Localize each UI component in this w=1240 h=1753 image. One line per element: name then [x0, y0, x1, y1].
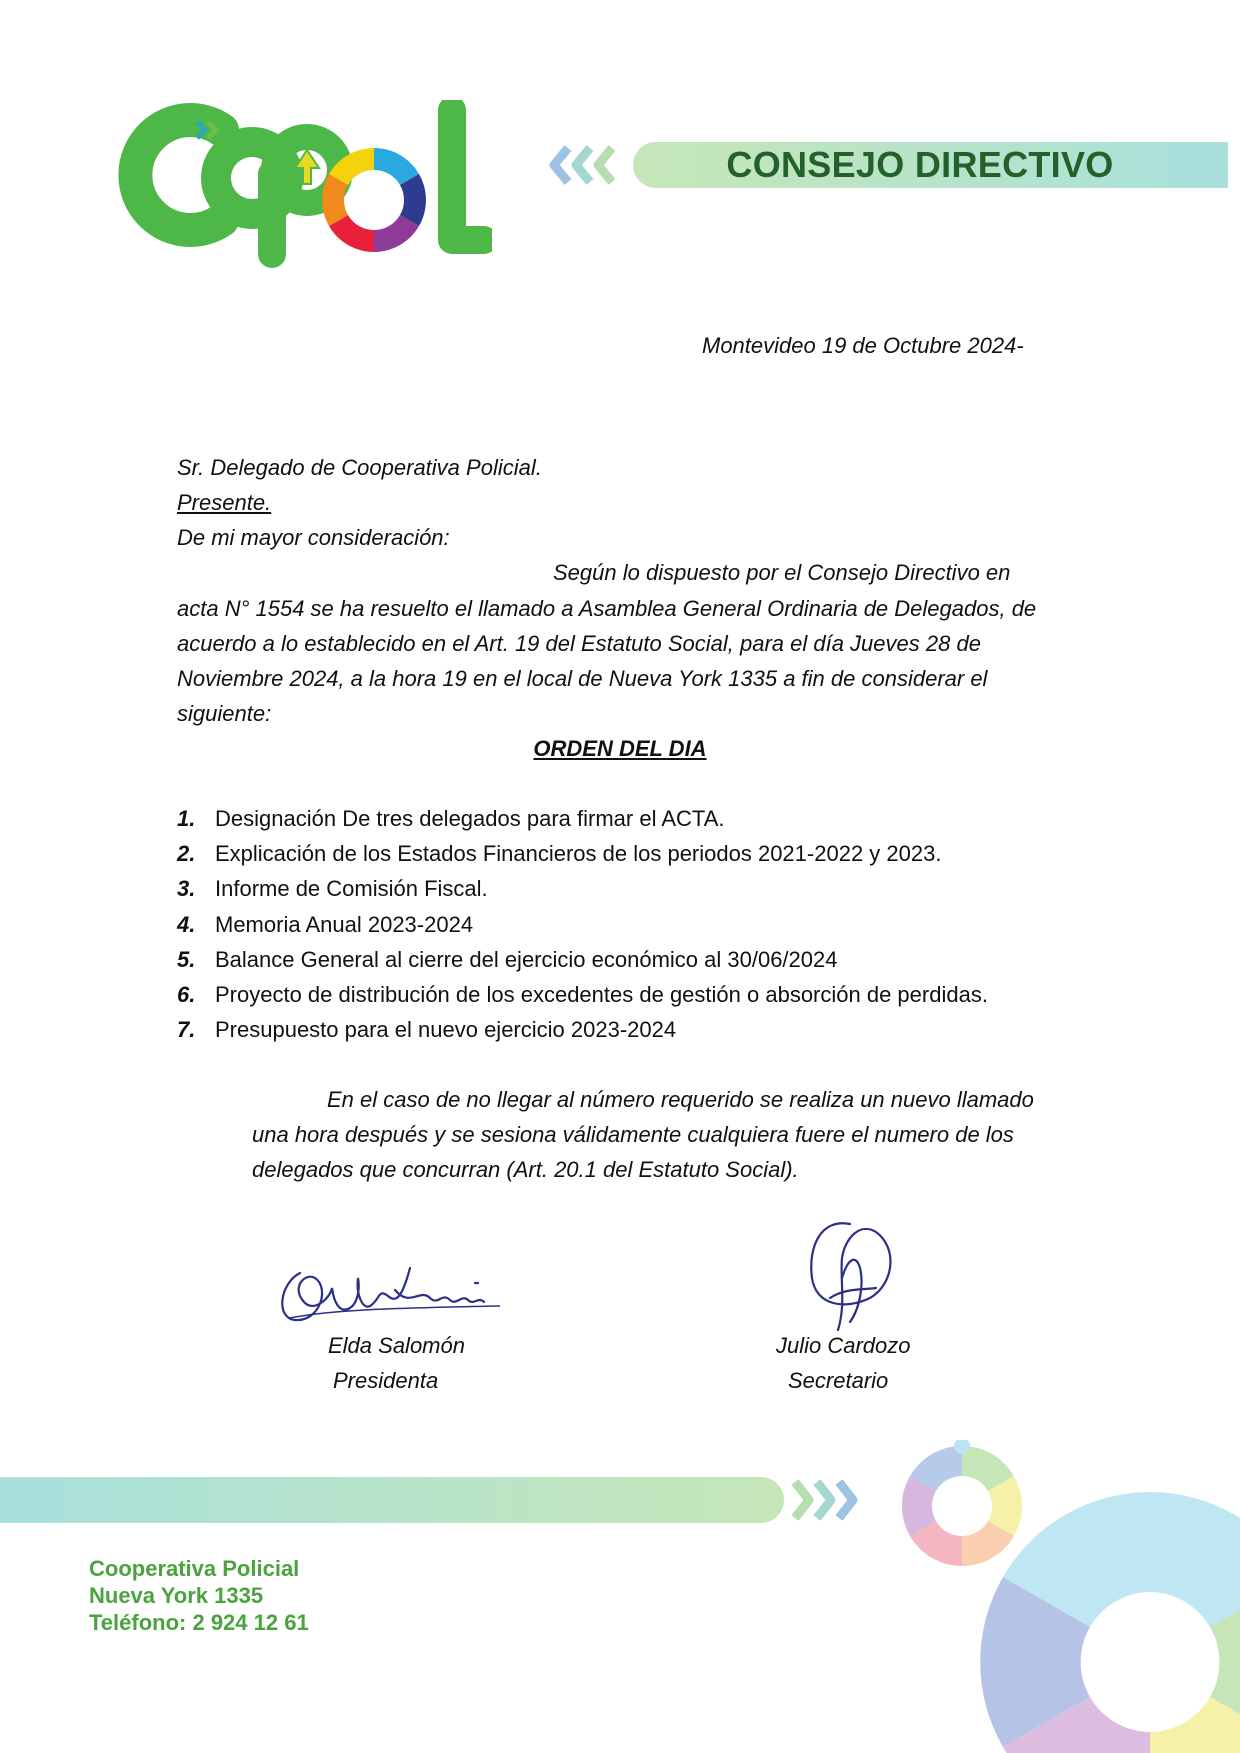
- agenda-item-text: Explicación de los Estados Financieros de los periodos 2021-2022 y 2023.: [215, 841, 942, 867]
- signer-role-right: Secretario: [788, 1368, 889, 1393]
- agenda-title: ORDEN DEL DIA: [533, 736, 707, 761]
- agenda-item-number: 6.: [177, 981, 196, 1007]
- paragraph-line: Según lo dispuesto por el Consejo Directivo en: [553, 560, 1011, 585]
- agenda-item-text: Proyecto de distribución de los excedentes de gestión o absorción de perdidas.: [215, 981, 988, 1007]
- paragraph-line: Noviembre 2024, a la hora 19 en el local de Nueva York 1335 a fin de considerar el: [177, 666, 988, 691]
- closing-line: En el caso de no llegar al número requerido se realiza un nuevo llamado: [327, 1087, 1034, 1112]
- agenda-item-text: Designación De tres delegados para firmar el ACTA.: [215, 806, 725, 831]
- agenda-item-text: Presupuesto para el nuevo ejercicio 2023-2024: [215, 1017, 677, 1043]
- letter-salutation: Sr. Delegado de Cooperativa Policial.: [177, 455, 542, 480]
- closing-line: delegados que concurran (Art. 20.1 del Estatuto Social).: [252, 1157, 799, 1182]
- agenda-item-text: Balance General al cierre del ejercicio económico al 30/06/2024: [215, 946, 838, 972]
- paragraph-line: acta N° 1554 se ha resuelto el llamado a Asamblea General Ordinaria de Delegados, de: [177, 596, 1037, 621]
- page-title: CONSEJO DIRECTIVO: [726, 144, 1114, 185]
- agenda-item-number: 3.: [177, 876, 196, 902]
- agenda-item-number: 1.: [177, 806, 196, 831]
- letter-greeting: De mi mayor consideración:: [177, 525, 450, 550]
- copol-logo: [112, 100, 492, 275]
- footer-organization: Cooperativa Policial: [89, 1556, 300, 1581]
- closing-line: una hora después y se sesiona válidamente cualquiera fuere el numero de los: [252, 1122, 1014, 1147]
- signer-name-right: Julio Cardozo: [776, 1333, 911, 1358]
- handwritten-signature-right: [790, 1218, 910, 1340]
- signer-role-left: Presidenta: [333, 1368, 439, 1393]
- agenda-item-number: 2.: [177, 841, 196, 867]
- handwritten-signature-left: [270, 1248, 510, 1328]
- agenda-item-number: 4.: [177, 911, 196, 937]
- signer-name-left: Elda Salomón: [328, 1333, 465, 1358]
- agenda-item-text: Memoria Anual 2023-2024: [215, 911, 474, 937]
- agenda-item-number: 5.: [177, 946, 196, 972]
- paragraph-line: siguiente:: [177, 701, 272, 726]
- footer-address: Nueva York 1335: [89, 1583, 264, 1608]
- letter-presente: Presente.: [177, 490, 272, 515]
- agenda-item-number: 7.: [177, 1017, 196, 1043]
- footer-phone: Teléfono: 2 924 12 61: [89, 1610, 309, 1635]
- paragraph-line: acuerdo a lo establecido en el Art. 19 del Estatuto Social, para el día Jueves 28 de: [177, 631, 981, 656]
- letter-date: Montevideo 19 de Octubre 2024-: [702, 333, 1024, 358]
- agenda-item-text: Informe de Comisión Fiscal.: [215, 876, 488, 902]
